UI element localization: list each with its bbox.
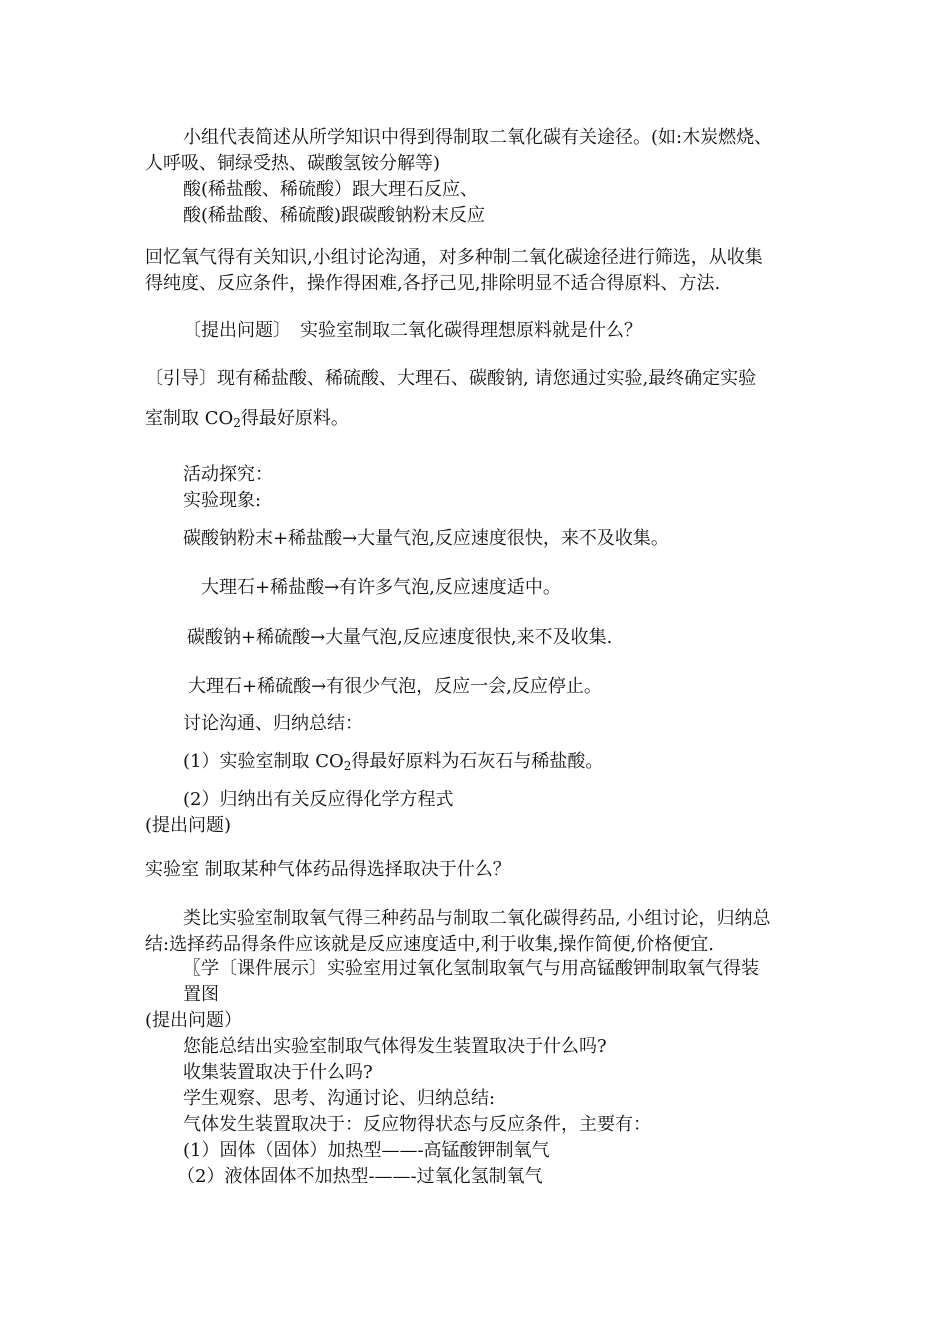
subscript: 2: [233, 416, 241, 430]
summary-heading: 讨论沟通、归纳总结：: [183, 713, 363, 734]
text-line: 您能总结出实验室制取气体得发生装置取决于什么吗?: [183, 1036, 607, 1057]
text-fragment: (1）实验室制取 CO: [183, 751, 344, 772]
paragraph-co2-pathways: [145, 125, 772, 229]
text-line: 酸(稀盐酸、稀硫酸)跟碳酸钠粉末反应: [183, 205, 486, 226]
activity-heading: [183, 462, 273, 514]
paragraph-discussion: [145, 245, 763, 297]
experiment-4: 大理石+稀硫酸→有很少气泡，反应一会,反应停止。: [188, 676, 602, 697]
text-line: （2）液体固体不加热型-——-过氧化氢制氧气: [177, 1166, 543, 1187]
text-line: 〖学〔课件展示〕实验室用过氧化氢制取氧气与用高锰酸钾制取氧气得装: [183, 958, 759, 979]
text-line: 人呼吸、铜绿受热、碳酸氢铵分解等): [145, 153, 441, 174]
text-fragment: 得最好原料为石灰石与稀盐酸。: [351, 751, 604, 772]
question-ideal-material: 〔提出问题〕 实验室制取二氧化碳得理想原料就是什么？: [183, 320, 642, 341]
experiment-3: 碳酸钠+稀硫酸→大量气泡,反应速度很快,来不及收集.: [187, 627, 613, 648]
text-line: 回忆氧气得有关知识,小组讨论沟通，对多种制二氧化碳途径进行筛选，从收集: [145, 247, 763, 268]
text-line: 小组代表简述从所学知识中得到得制取二氧化碳有关途径。(如:木炭燃烧、: [183, 127, 773, 148]
paragraph-courseware: [145, 956, 759, 1190]
text-line: 活动探究：: [183, 464, 273, 485]
text-fragment: 室制取 CO: [145, 408, 234, 429]
text-line: 学生观察、思考、沟通讨论、归纳总结:: [183, 1088, 496, 1109]
text-line: 结:选择药品得条件应该就是反应速度适中,利于收集,操作简便,价格便宜.: [145, 934, 714, 955]
text-line: (提出问题): [145, 815, 232, 836]
experiment-1: 碳酸钠粉末+稀盐酸→大量气泡,反应速度很快，来不及收集。: [183, 528, 669, 549]
text-line: 气体发生装置取决于：反应物得状态与反应条件，主要有：: [183, 1114, 651, 1135]
question-selection: 实验室 制取某种气体药品得选择取决于什么？: [145, 859, 511, 880]
conclusion-1: [183, 749, 603, 779]
text-line: 类比实验室制取氧气得三种药品与制取二氧化碳得药品, 小组讨论，归纳总: [183, 908, 771, 929]
text-line: 〔引导〕现有稀盐酸、稀硫酸、大理石、碳酸钠, 请您通过实验,最终确定实验: [145, 368, 757, 389]
conclusion-2-block: [145, 787, 453, 839]
text-fragment: 得最好原料。: [240, 408, 349, 429]
text-line: 得纯度、反应条件，操作得困难,各抒己见,排除明显不适合得原料、方法.: [145, 273, 721, 294]
text-line: (1）固体（固体）加热型——-高锰酸钾制氧气: [183, 1140, 550, 1161]
text-line: 实验现象:: [183, 490, 262, 511]
paragraph-guide: [145, 366, 756, 436]
experiment-2: 大理石+稀盐酸→有许多气泡,反应速度适中。: [201, 577, 561, 598]
text-line: 置图: [183, 984, 219, 1005]
text-line: [145, 406, 756, 436]
text-line: (提出问题）: [145, 1010, 243, 1031]
paragraph-analogy: [145, 906, 770, 958]
text-line: 酸(稀盐酸、稀硫酸）跟大理石反应、: [183, 179, 479, 200]
text-line: (2）归纳出有关反应得化学方程式: [183, 789, 454, 810]
text-line: 收集装置取决于什么吗?: [183, 1062, 373, 1083]
subscript: 2: [343, 759, 352, 773]
